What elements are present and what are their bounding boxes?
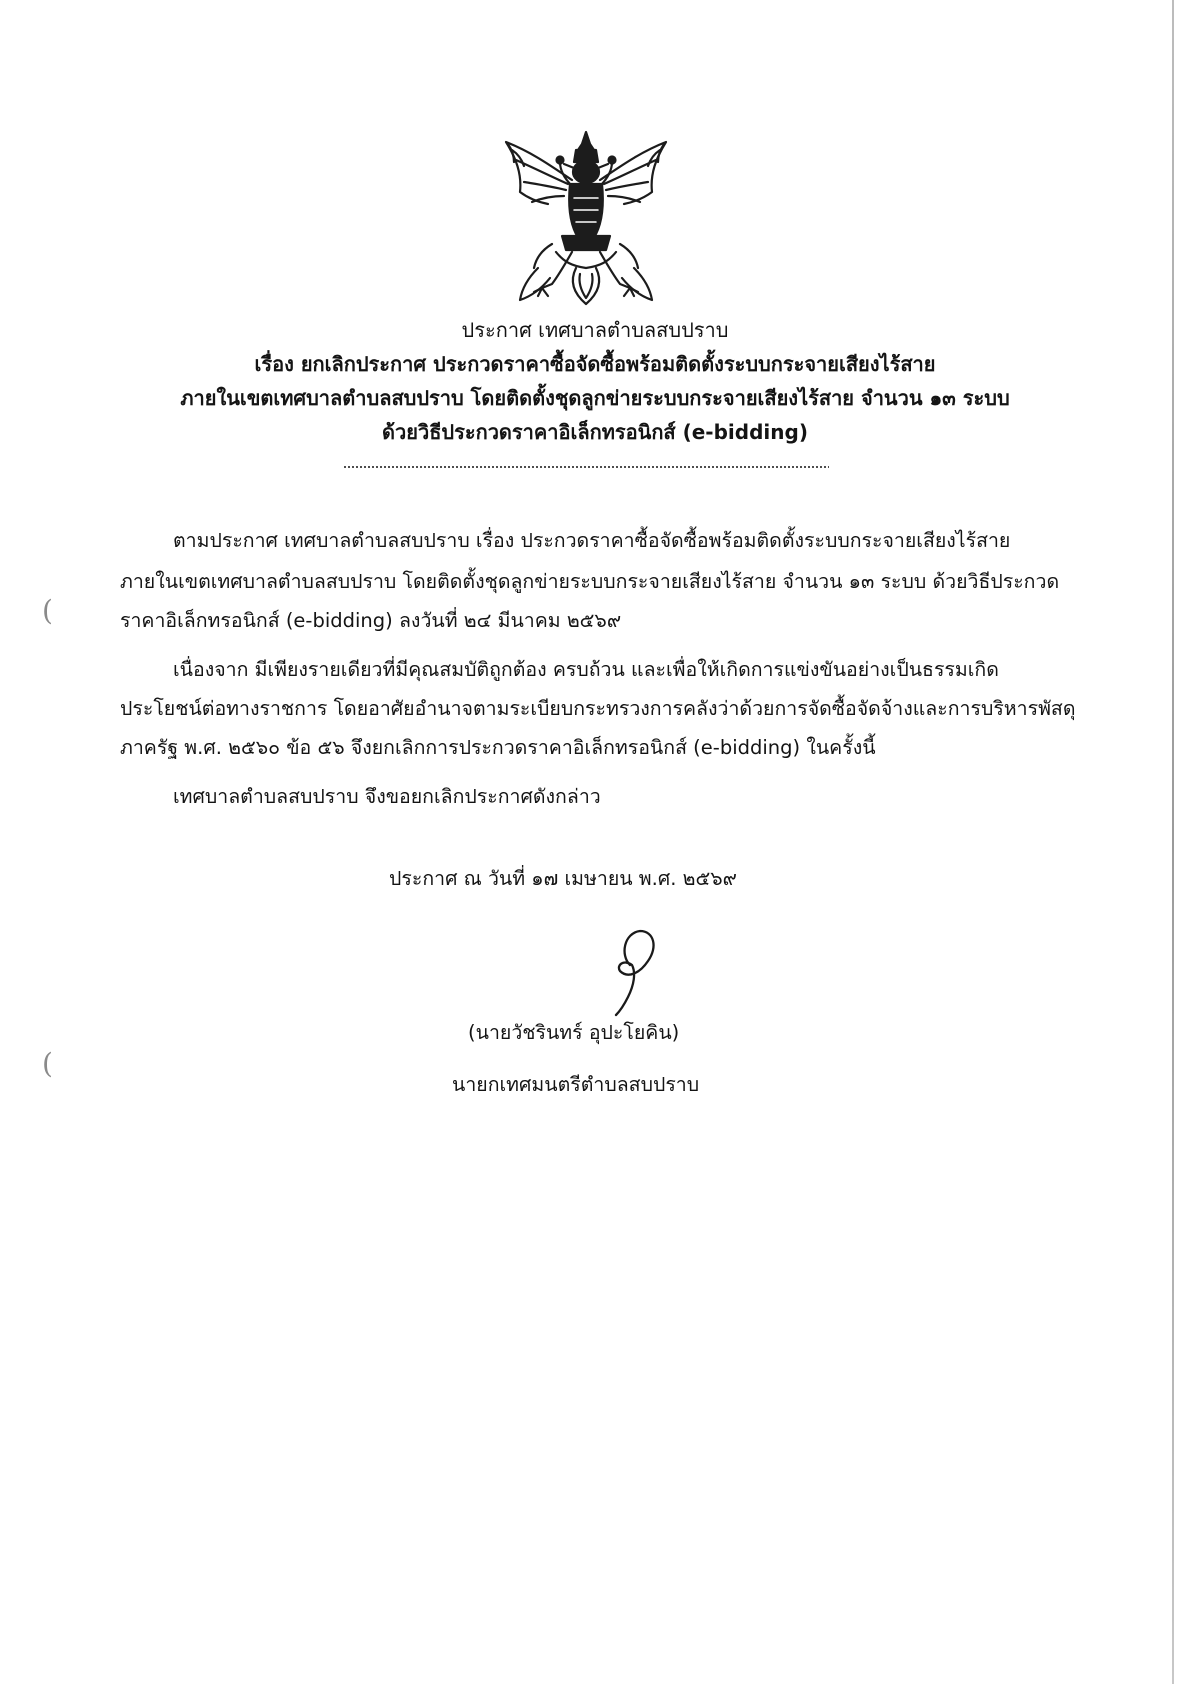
- paragraph-2-line-1: เนื่องจาก มีเพียงรายเดียวที่มีคุณสมบัติถูกต้อง ครบถ้วน และเพื่อให้เกิดการแข่งขันอย่างเป็นธรรมเกิด: [173, 658, 999, 681]
- signature-mark: [590, 925, 670, 1017]
- paragraph-1-line-2: ภายในเขตเทศบาลตำบลสบปราบ โดยติดตั้งชุดลูกข่ายระบบกระจายเสียงไร้สาย จำนวน ๑๓ ระบบ ด้วยวิธีประกวด: [120, 570, 1060, 593]
- paragraph-2-line-2: ประโยชน์ต่อทางราชการ โดยอาศัยอำนาจตามระเบียบกระทรวงการคลังว่าด้วยการจัดซื้อจัดจ้างและการบริหารพัสดุ: [120, 697, 1076, 720]
- announcement-title: ประกาศ เทศบาลตำบลสบปราบ: [461, 318, 729, 342]
- signatory-position: นายกเทศมนตรีตำบลสบปราบ: [452, 1073, 700, 1096]
- subject-line-2: ภายในเขตเทศบาลตำบลสบปราบ โดยติดตั้งชุดลูกข่ายระบบกระจายเสียงไร้สาย จำนวน ๑๓ ระบบ: [180, 386, 1010, 410]
- paragraph-3: เทศบาลตำบลสบปราบ จึงขอยกเลิกประกาศดังกล่าว: [173, 785, 601, 808]
- paragraph-1-line-1: ตามประกาศ เทศบาลตำบลสบปราบ เรื่อง ประกวดราคาซื้อจัดซื้อพร้อมติดตั้งระบบกระจายเสียงไร้สาย: [173, 529, 1011, 552]
- announcement-date: ประกาศ ณ วันที่ ๑๗ เมษายน พ.ศ. ๒๕๖๙: [389, 867, 737, 890]
- margin-punch-mark: (: [42, 1047, 53, 1080]
- subject-line: เรื่อง ยกเลิกประกาศ ประกวดราคาซื้อจัดซื้อพร้อมติดตั้งระบบกระจายเสียงไร้สาย: [254, 352, 936, 376]
- subject-line-3: ด้วยวิธีประกวดราคาอิเล็กทรอนิกส์ (e-bidding): [382, 420, 808, 444]
- paragraph-1-line-3: ราคาอิเล็กทรอนิกส์ (e-bidding) ลงวันที่ ๒๔ มีนาคม ๒๕๖๙: [120, 609, 622, 632]
- margin-punch-mark: (: [42, 594, 53, 627]
- scan-edge-line: [1172, 0, 1174, 1684]
- garuda-emblem-icon: [498, 128, 674, 306]
- signatory-name: (นายวัชรินทร์ อุปะโยคิน): [468, 1021, 680, 1044]
- dotted-separator: [343, 466, 829, 468]
- paragraph-2-line-3: ภาครัฐ พ.ศ. ๒๕๖๐ ข้อ ๕๖ จึงยกเลิกการประกวดราคาอิเล็กทรอนิกส์ (e-bidding) ในครั้งนี้: [120, 736, 876, 759]
